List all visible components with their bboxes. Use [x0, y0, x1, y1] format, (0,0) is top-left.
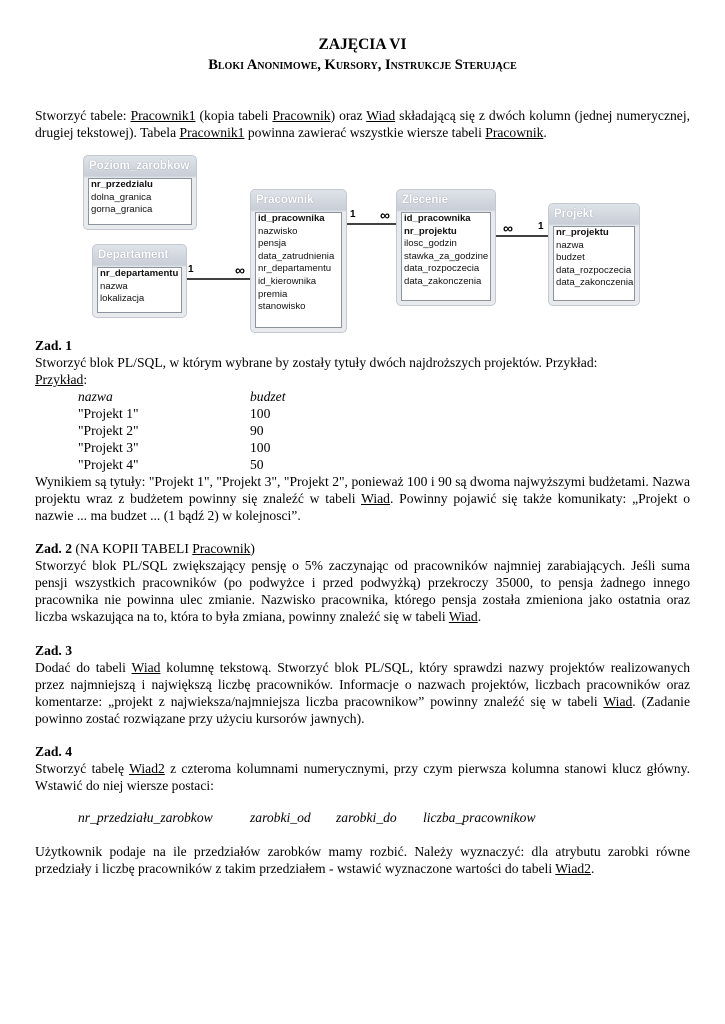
- zad4-paragraph: Stworzyć tabelę Wiad2 z czteroma kolumnami numerycznymi, przy czym pierwsza kolumna stanowi klucz główny. Wstawić do niej wiersze postaci:: [35, 761, 690, 793]
- column-header: budzet: [250, 389, 286, 404]
- column-name: nr_przedziału_zarobkow: [78, 810, 213, 825]
- zad4-paragraph-2: Użytkownik podaje na ile przedziałów zarobków mamy rozbić. Należy wyznaczyć: dla atrybutu zarobki równe przedziały i liczbę pracowników z takim przedziałem - wstawić wyznaczone wartości do tabeli Wiad2.: [35, 844, 690, 876]
- many-marker: ∞: [503, 220, 513, 236]
- table-field: data_rozpoczecia: [556, 264, 632, 276]
- zad3-heading: Zad. 3: [35, 643, 73, 658]
- zad1-example-label: Przykład:: [35, 372, 88, 387]
- column-name: zarobki_od: [250, 810, 311, 825]
- table-cell: "Projekt 4": [78, 457, 139, 472]
- table-field: data_zatrudnienia: [258, 250, 335, 262]
- zad2-paragraph: Stworzyć blok PL/SQL zwiększający pensję o 5% zaczynając od pracowników najmniej zarabiających. Jeśli suma pensji wszystkich pracowników (po podwyżce i przed podwyżką) przekroczy 35000, to pensja żadnego innego pracownika nie powinna ulec zmianie. Nazwisko pracownika, którego pensja została zmieniona jako ostatnia oraz liczba wskazująca na to, która to była zmiana, powinny znaleźć się w tabeli Wiad.: [35, 558, 690, 624]
- field-list: [255, 212, 342, 328]
- intro-paragraph: Stworzyć tabele: Pracownik1 (kopia tabeli Pracownik) oraz Wiad składającą się z dwóch kolumn (jednej numerycznej, drugiej tekstowej). Tabela Pracownik1 powinna zawierać wszystkie wiersze tabeli Pracownik.: [35, 108, 690, 140]
- table-field: nr_departamentu: [100, 268, 179, 279]
- table-field: nazwa: [100, 280, 128, 292]
- table-field: data_zakonczenia: [404, 275, 482, 287]
- table-cell: "Projekt 3": [78, 440, 139, 455]
- field-list: [401, 212, 491, 301]
- one-marker: 1: [350, 209, 356, 220]
- table-title: Poziom_zarobkow: [89, 160, 190, 172]
- table-cell: "Projekt 1": [78, 406, 139, 421]
- zad3-paragraph: Dodać do tabeli Wiad kolumnę tekstową. Stworzyć blok PL/SQL, który sprawdzi nazwy projektów realizowanych przez najmniejszą i największą liczbę pracowników. Informacje o nazwach projektów, liczbach pracowników oraz komentarze: „projekt z najwieksza/najmniejsza liczba pracownikow” powinny znaleźć się w tabeli Wiad. (Zadanie powinno zostać rozwiązane przy użyciu kursorów jawnych).: [35, 660, 690, 726]
- table-field: stanowisko: [258, 301, 306, 313]
- table-poziom-zarobkow: [83, 155, 197, 230]
- table-pracownik: [250, 189, 347, 333]
- table-field: nr_przedzialu: [91, 179, 153, 190]
- table-zlecenie: [396, 189, 496, 306]
- field-list: [97, 267, 182, 313]
- table-field: nazwisko: [258, 225, 298, 237]
- table-field: lokalizacja: [100, 293, 145, 305]
- table-field: gorna_granica: [91, 204, 153, 216]
- table-field: nazwa: [556, 239, 584, 251]
- table-field: ilosc_godzin: [404, 238, 457, 250]
- zad1-line: Stworzyć blok PL/SQL, w którym wybrane by zostały tytuły dwóch najdroższych projektów. Przykład:: [35, 355, 598, 370]
- table-departament: [92, 244, 187, 318]
- table-title: Departament: [98, 249, 169, 261]
- field-list: [88, 178, 192, 225]
- table-field: id_kierownika: [258, 275, 317, 287]
- many-marker: ∞: [380, 207, 390, 223]
- table-cell: 90: [250, 423, 264, 438]
- table-field: nr_departamentu: [258, 263, 332, 275]
- one-marker: 1: [538, 221, 544, 232]
- table-field: nr_projektu: [404, 225, 457, 237]
- table-projekt: [548, 203, 640, 306]
- column-name: zarobki_do: [336, 810, 397, 825]
- column-name: liczba_pracownikow: [423, 810, 536, 825]
- field-list: [553, 226, 635, 301]
- table-field: premia: [258, 288, 288, 300]
- table-field: budzet: [556, 252, 585, 264]
- many-marker: ∞: [235, 262, 245, 278]
- table-field: nr_projektu: [556, 227, 609, 238]
- zad1-paragraph: Wynikiem są tytuły: "Projekt 1", "Projekt 3", "Projekt 2", ponieważ 100 i 90 są dwoma najwyższymi budżetami. Nazwa projektu wraz z budżetem powinny się znaleźć w tabeli Wiad. Powinny pojawić się także komunikaty: „Projekt o nazwie ... ma budzet ... (1 bądź 2) w kolejnosci”.: [35, 474, 690, 523]
- table-field: data_rozpoczecia: [404, 263, 480, 275]
- table-cell: 100: [250, 406, 271, 421]
- page-subtitle: Bloki Anonimowe, Kursory, Instrukcje Sterujące: [208, 57, 517, 73]
- table-field: dolna_granica: [91, 191, 152, 203]
- page-title: ZAJĘCIA VI: [318, 36, 407, 53]
- one-marker: 1: [188, 264, 194, 275]
- table-title: Pracownik: [256, 194, 314, 206]
- table-field: stawka_za_godzine: [404, 250, 489, 262]
- zad2-heading: Zad. 2 (NA KOPII TABELI Pracownik): [35, 541, 255, 556]
- table-cell: "Projekt 2": [78, 423, 139, 438]
- table-field: id_pracownika: [404, 213, 471, 224]
- table-title: Projekt: [554, 208, 593, 220]
- zad4-heading: Zad. 4: [35, 744, 73, 759]
- table-cell: 50: [250, 457, 264, 472]
- zad1-heading: Zad. 1: [35, 338, 73, 353]
- table-title: Zlecenie: [402, 194, 449, 206]
- table-cell: 100: [250, 440, 271, 455]
- table-field: data_zakonczenia: [556, 277, 634, 289]
- table-field: id_pracownika: [258, 213, 325, 224]
- table-field: pensja: [258, 238, 287, 250]
- column-header: nazwa: [78, 389, 113, 404]
